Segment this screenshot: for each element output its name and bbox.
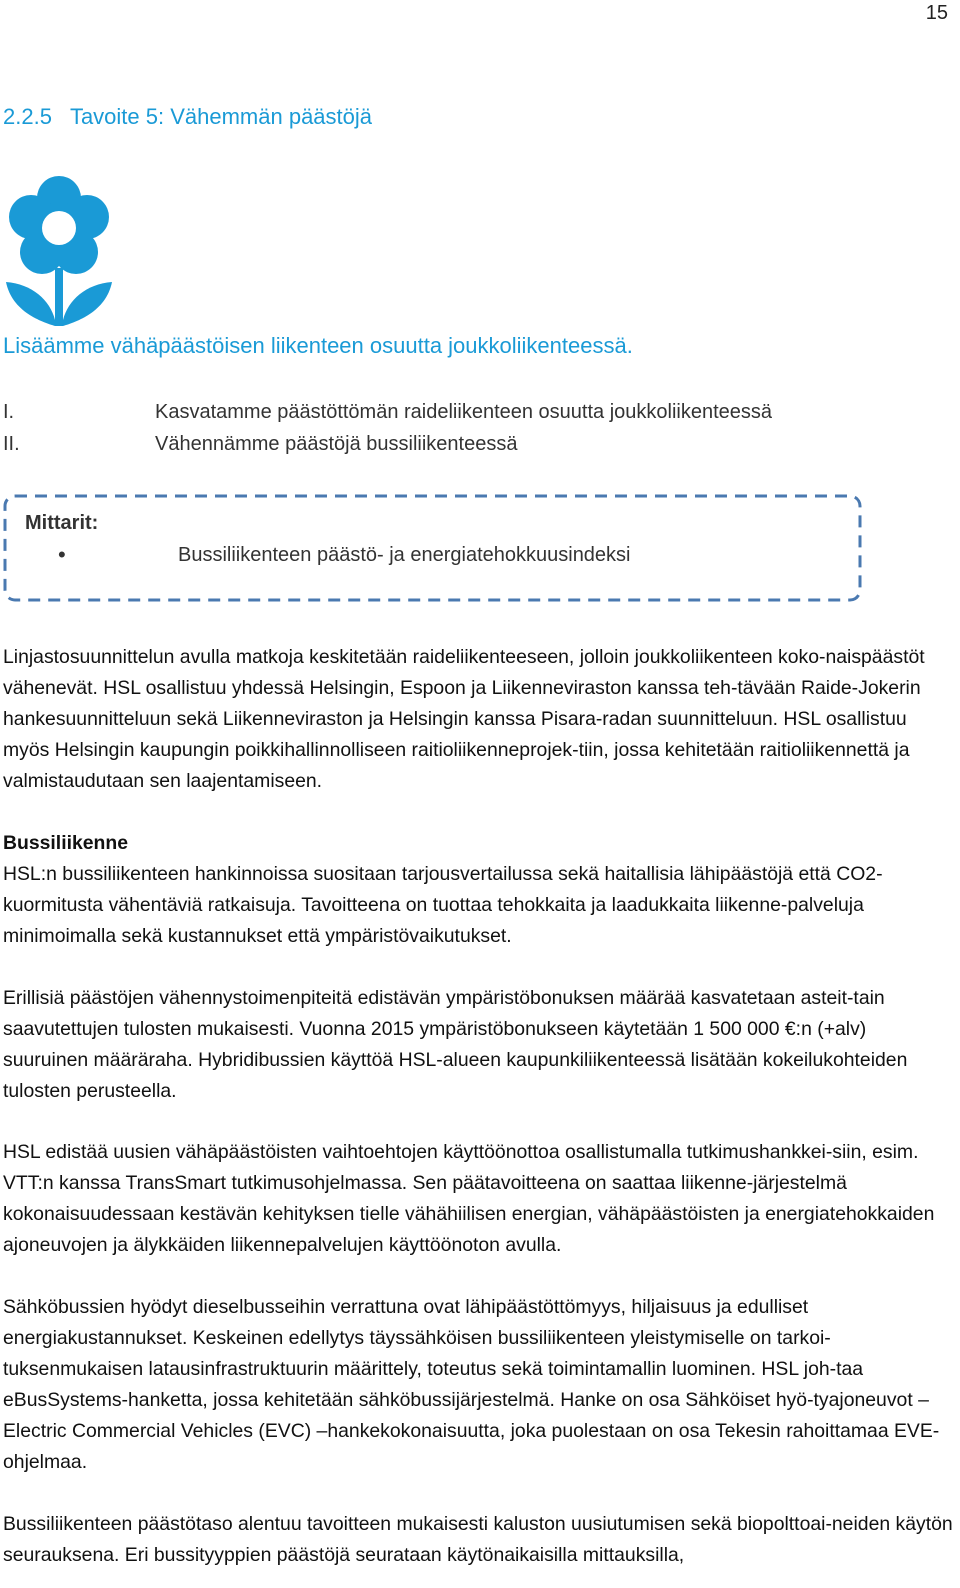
paragraph: [3, 1137, 953, 1261]
paragraph-text: HSL:n bussiliikenteen hankinnoissa suositaan tarjousvertailussa sekä haitallisia lähipäästöjä että CO2-kuormitusta vähentäviä ratkaisuja. Tavoitteena on tuottaa tehokkaita ja laadukkaita liikenne-palveluja minimoimalla sekä kustannukset että ympäristövaikutukset.: [3, 863, 883, 947]
subgoal-text: Vähennämme päästöjä bussiliikenteessä: [155, 432, 518, 455]
subgoal-text: Kasvatamme päästöttömän raideliikenteen osuutta joukkoliikenteessä: [155, 400, 773, 423]
metrics-title: Mittarit:: [25, 512, 99, 534]
metrics-box: [3, 494, 863, 604]
paragraph-text: Linjastosuunnittelun avulla matkoja keskitetään raideliikenteeseen, jolloin joukkoliikenteen koko-naispäästöt vähenevät. HSL osallistuu yhdessä Helsingin, Espoon ja Liikenneviraston kanssa teh-tävään Raide-Jokerin hankesuunnitteluun sekä Liikenneviraston ja Helsingin kanssa Pisara-radan suunnitteluun. HSL osallistuu myös Helsingin kaupungin poikkihallinnolliseen raitioliikenneprojek-tiin, jossa kehitetään raitioliikennettä ja valmistaudutaan sen laajentamiseen.: [3, 646, 925, 792]
metrics-item: [58, 542, 631, 568]
bullet: •: [58, 542, 66, 567]
paragraph: [3, 1292, 953, 1478]
section-number: 2.2.5: [3, 104, 52, 129]
goal-statement: Lisäämme vähäpäästöisen liikenteen osuutta joukkoliikenteessä.: [3, 333, 633, 358]
section-heading: [3, 104, 372, 130]
subgoal-numeral: II.: [3, 432, 20, 455]
paragraph: [3, 642, 953, 797]
subgoal-item: [3, 428, 903, 460]
paragraph: [3, 828, 953, 952]
paragraph-text: Sähköbussien hyödyt dieselbusseihin verrattuna ovat lähipäästöttömyys, hiljaisuus ja edulliset energiakustannukset. Keskeinen edellytys täyssähköisen bussiliikenteen yleistymiselle on tarkoi-tuksenmukaisen latausinfrastruktuurin määrittely, toteutus sekä toimintamallin luominen. HSL joh-taa eBusSystems-hanketta, jossa kehitetään sähköbussijärjestelmä. Hanke on osa Sähköiset hyö-tyajoneuvot – Electric Commercial Vehicles (EVC) –hankekokonaisuutta, joka puolestaan on osa Tekesin rahoittamaa EVE-ohjelmaa.: [3, 1296, 940, 1473]
section-title: Tavoite 5: Vähemmän päästöjä: [69, 104, 373, 129]
paragraph: [3, 983, 953, 1107]
subgoal-item: [3, 396, 903, 428]
subgoal-numeral: I.: [3, 400, 15, 423]
paragraph: [3, 1509, 953, 1571]
metrics-item-text: Bussiliikenteen päästö- ja energiatehokkuusindeksi: [178, 543, 631, 566]
page-number: 15: [925, 2, 948, 24]
subgoal-list: [3, 396, 903, 460]
paragraph-text: Bussiliikenteen päästötaso alentuu tavoitteen mukaisesti kaluston uusiutumisen sekä biopolttoai-neiden käytön seurauksena. Eri bussityyppien päästöjä seurataan käytönaikaisilla mittauksilla,: [3, 1513, 953, 1566]
paragraph-text: HSL edistää uusien vähäpäästöisten vaihtoehtojen käyttöönottoa osallistumalla tutkimushankkei-siin, esim. VTT:n kanssa TransSmart tutkimusohjelmassa. Sen päätavoitteena on saattaa liikenne-järjestelmä kokonaisuudessaan kestävän kehityksen tielle vähähiilisen energian, vähäpäästöisten ja energiatehokkaiden ajoneuvojen ja älykkäiden liikennepalvelujen käyttöönoton avulla.: [3, 1141, 935, 1256]
flower-icon: [2, 172, 116, 328]
paragraph-text: Erillisiä päästöjen vähennystoimenpiteitä edistävän ympäristöbonuksen määrää kasvatetaan asteit-tain saavutettujen tulosten mukaisesti. Vuonna 2015 ympäristöbonukseen käytetään 1 500 000 €:n (+alv) suuruinen määräraha. Hybridibussien käyttöä HSL-alueen kaupunkiliikenteessä lisätään kokeilukohteiden tulosten perusteella.: [3, 987, 908, 1102]
subheading: Bussiliikenne: [3, 832, 129, 854]
